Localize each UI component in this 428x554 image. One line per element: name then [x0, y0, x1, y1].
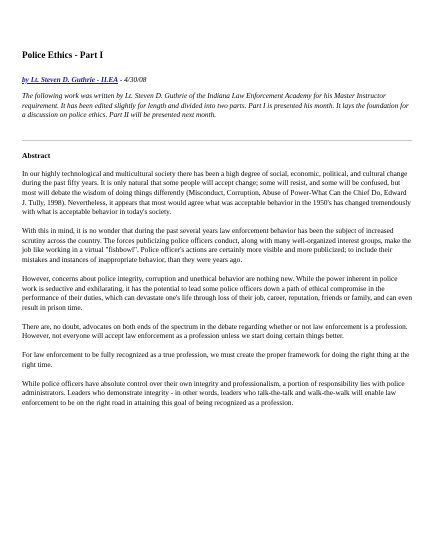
abstract-heading: Abstract [22, 150, 51, 160]
author-link[interactable]: by Lt. Steven D. Guthrie - ILEA [22, 75, 119, 84]
byline [22, 75, 412, 84]
intro-note: The following work was written by Lt. Steven D. Guthrie of the Indiana Law Enforcement Academy for his Master Instructor requirement. It has been edited slightly for length and divided into two parts. Part I is presented his month. It lays the foundation for a discussion on police ethics. Part II will be presented next month. [22, 91, 409, 120]
publish-date: - 4/30/08 [118, 75, 147, 84]
divider [22, 140, 412, 141]
paragraph-1: In our highly technological and multicultural society there has been a high degree of social, economic, political, and cultural change during the past fifty years. It is only natural that some people will accept change; some will resist, and some will be confused, but most will debate the wisdom of doing things differently (Misconduct, Corruption, Abuse of Power-What Can the Chief Do, Edward J. Tully, 1998). Nevertheless, it appears that most would agree what was acceptable behavior in the 1950's has changed tremendously with what is acceptable behavior in today's society. [22, 168, 411, 217]
article-page [22, 50, 412, 417]
paragraph-4: There are, no doubt, advocates on both ends of the spectrum in the debate regarding whether or not law enforcement is a profession. However, not everyone will accept law enforcement as a profession unless we start doing certain things better. [22, 321, 408, 341]
article-title: Police Ethics - Part I [22, 50, 104, 60]
paragraph-3: However, concerns about police integrity, corruption and unethical behavior are nothing new. While the power inherent in police work is seductive and exhilarating, it has the potential to lead some police officers down a path of ethical compromise in the performance of their duties, which can devastate one's life through loss of their job, career, reputation, friends or family, and can even result in prison time. [22, 273, 412, 312]
paragraph-2: With this in mind, it is no wonder that during the past several years law enforcement behavior has been the subject of increased scrutiny across the country. The forces publicizing police officers conduct, along with many well-organized interest groups, make the job like working in a virtual "fishbowl". Police officer's actions are certainly more visible and more publicized; to include their mistakes and instances of inappropriate behavior, than they were years ago. [22, 226, 411, 264]
paragraph-6: While police officers have absolute control over their own integrity and professionalism, a portion of responsibility lies with police administrators. Leaders who demonstrate integrity - in other words, leaders who talk-the-talk and walk-the-walk will enable law enforcement to be on the right road in attaining this goal of being recognized as a profession. [22, 378, 405, 408]
paragraph-5: For law enforcement to be fully recognized as a true profession, we must create the proper framework for doing the right thing at the right time. [22, 350, 410, 369]
